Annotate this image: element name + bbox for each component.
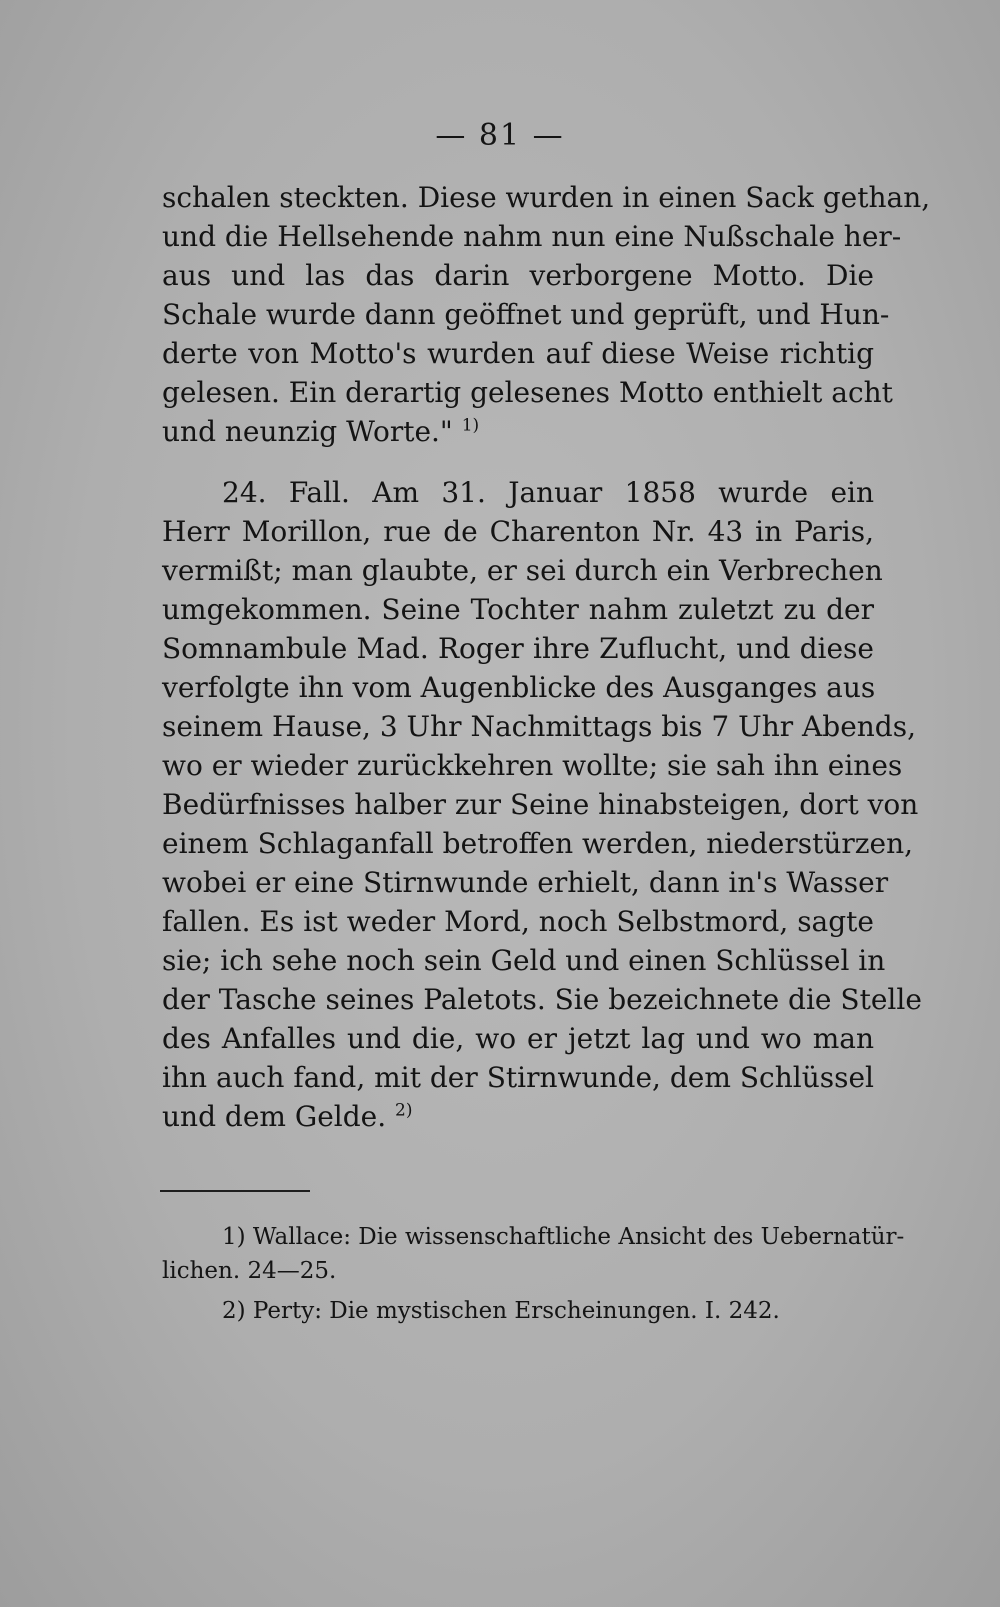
text-line: verfolgte ihn vom Augenblicke des Ausganges aus	[162, 671, 876, 704]
text-line: schalen steckten. Diese wurden in einen Sack gethan,	[162, 181, 931, 214]
page-number: — 81 —	[435, 118, 565, 153]
text-line: gelesen. Ein derartig gelesenes Motto enthielt acht	[162, 376, 893, 409]
footnote-line: lichen. 24—25.	[162, 1258, 337, 1284]
text-line: des Anfalles und die, wo er jetzt lag und wo man	[162, 1022, 874, 1055]
text-line: aus und las das darin verborgene Motto. Die	[162, 259, 874, 292]
text-line: ihn auch fand, mit der Stirnwunde, dem Schlüssel	[162, 1061, 874, 1094]
footnote-separator	[160, 1190, 310, 1192]
footnote-1	[162, 1220, 905, 1288]
text-line: Schale wurde dann geöffnet und geprüft, und Hun-	[162, 298, 890, 331]
body-text	[162, 178, 931, 1136]
footnote-2	[162, 1294, 874, 1328]
footnotes	[162, 1220, 905, 1328]
footnote-ref-2: 2)	[395, 1100, 413, 1121]
footnote-line: 2) Perty: Die mystischen Erscheinungen. I. 242.	[222, 1298, 780, 1324]
text-line: umgekommen. Seine Tochter nahm zuletzt zu der	[162, 593, 874, 626]
text-line: vermißt; man glaubte, er sei durch ein Verbrechen	[162, 554, 883, 587]
text-line: wobei er eine Stirnwunde erhielt, dann in's Wasser	[162, 866, 889, 899]
text-line: Somnambule Mad. Roger ihre Zuflucht, und diese	[162, 632, 874, 665]
text-line-content: und dem Gelde.	[162, 1100, 387, 1133]
paragraph-gap	[162, 451, 874, 473]
footnote-line: 1) Wallace: Die wissenschaftliche Ansicht des Uebernatür-	[222, 1224, 905, 1250]
text-line: derte von Motto's wurden auf diese Weise richtig	[162, 337, 874, 370]
text-line: Herr Morillon, rue de Charenton Nr. 43 in Paris,	[162, 515, 874, 548]
paragraph-1	[162, 178, 931, 451]
text-line	[162, 1097, 874, 1136]
text-line: fallen. Es ist weder Mord, noch Selbstmord, sagte	[162, 905, 874, 938]
text-line	[162, 412, 874, 451]
footnote-ref-1: 1)	[461, 415, 480, 436]
text-line: seinem Hause, 3 Uhr Nachmittags bis 7 Uhr Abends,	[162, 710, 916, 743]
text-line: einem Schlaganfall betroffen werden, niederstürzen,	[162, 827, 914, 860]
text-line: sie; ich sehe noch sein Geld und einen Schlüssel in	[162, 944, 886, 977]
paragraph-2	[162, 473, 922, 1136]
text-line-content: und neunzig Worte."	[162, 415, 453, 448]
text-line: der Tasche seines Paletots. Sie bezeichnete die Stelle	[162, 983, 922, 1016]
text-line: Bedürfnisses halber zur Seine hinabsteigen, dort von	[162, 788, 919, 821]
text-line: und die Hellsehende nahm nun eine Nußschale her-	[162, 220, 902, 253]
text-line: 24. Fall. Am 31. Januar 1858 wurde ein	[222, 476, 874, 509]
text-line: wo er wieder zurückkehren wollte; sie sah ihn eines	[162, 749, 903, 782]
